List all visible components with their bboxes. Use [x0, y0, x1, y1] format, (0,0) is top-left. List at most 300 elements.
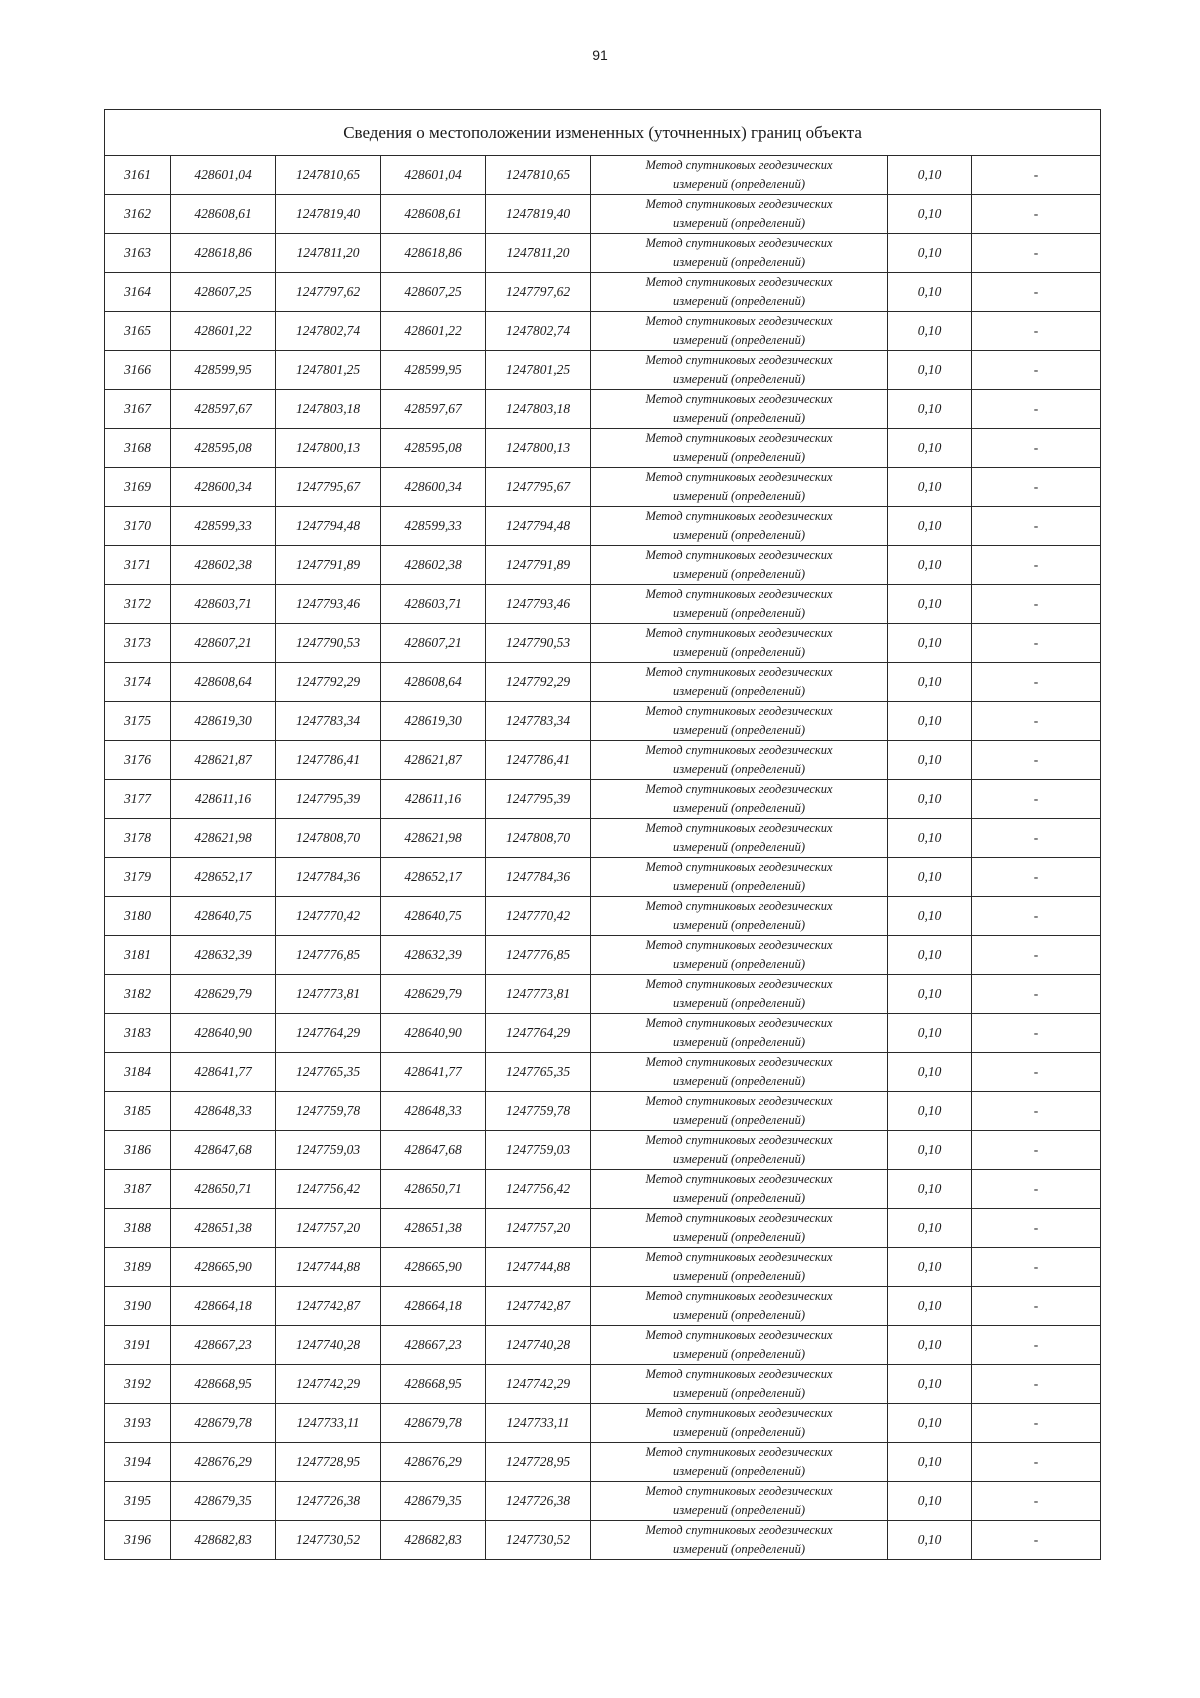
refined-x-cell: 428602,38 [381, 546, 486, 585]
existing-x-cell: 428629,79 [171, 975, 276, 1014]
table-row [105, 936, 1101, 975]
existing-x-cell: 428664,18 [171, 1287, 276, 1326]
refined-x-cell: 428632,39 [381, 936, 486, 975]
point-number-cell: 3194 [105, 1443, 171, 1482]
refined-y-cell: 1247756,42 [486, 1170, 591, 1209]
accuracy-cell: 0,10 [888, 1092, 972, 1131]
refined-x-cell: 428667,23 [381, 1326, 486, 1365]
refined-x-cell: 428665,90 [381, 1248, 486, 1287]
accuracy-cell: 0,10 [888, 1404, 972, 1443]
table-row [105, 1092, 1101, 1131]
existing-y-cell: 1247742,29 [276, 1365, 381, 1404]
accuracy-cell: 0,10 [888, 1326, 972, 1365]
refined-y-cell: 1247730,52 [486, 1521, 591, 1560]
existing-y-cell: 1247756,42 [276, 1170, 381, 1209]
accuracy-cell: 0,10 [888, 546, 972, 585]
method-line-2: измерений (определений) [672, 567, 805, 581]
table-row [105, 429, 1101, 468]
method-line-1: Метод спутниковых геодезических [645, 704, 833, 718]
point-number-cell: 3173 [105, 624, 171, 663]
existing-x-cell: 428608,61 [171, 195, 276, 234]
method-line-2: измерений (определений) [672, 1269, 805, 1283]
method-line-1: Метод спутниковых геодезических [645, 1289, 833, 1303]
method-cell [591, 1287, 888, 1326]
existing-x-cell: 428607,25 [171, 273, 276, 312]
note-cell: - [972, 1404, 1101, 1443]
method-line-1: Метод спутниковых геодезических [645, 899, 833, 913]
point-number-cell: 3175 [105, 702, 171, 741]
point-number-cell: 3193 [105, 1404, 171, 1443]
note-cell: - [972, 1443, 1101, 1482]
accuracy-cell: 0,10 [888, 663, 972, 702]
table-row [105, 897, 1101, 936]
table-row [105, 858, 1101, 897]
existing-x-cell: 428619,30 [171, 702, 276, 741]
existing-x-cell: 428595,08 [171, 429, 276, 468]
refined-x-cell: 428629,79 [381, 975, 486, 1014]
method-line-1: Метод спутниковых геодезических [645, 1055, 833, 1069]
existing-y-cell: 1247784,36 [276, 858, 381, 897]
point-number-cell: 3162 [105, 195, 171, 234]
method-cell [591, 546, 888, 585]
refined-x-cell: 428603,71 [381, 585, 486, 624]
refined-y-cell: 1247803,18 [486, 390, 591, 429]
existing-y-cell: 1247803,18 [276, 390, 381, 429]
method-line-1: Метод спутниковых геодезических [645, 314, 833, 328]
note-cell: - [972, 234, 1101, 273]
point-number-cell: 3181 [105, 936, 171, 975]
note-cell: - [972, 390, 1101, 429]
accuracy-cell: 0,10 [888, 975, 972, 1014]
refined-y-cell: 1247773,81 [486, 975, 591, 1014]
refined-y-cell: 1247792,29 [486, 663, 591, 702]
accuracy-cell: 0,10 [888, 585, 972, 624]
existing-y-cell: 1247786,41 [276, 741, 381, 780]
refined-y-cell: 1247759,78 [486, 1092, 591, 1131]
refined-y-cell: 1247759,03 [486, 1131, 591, 1170]
point-number-cell: 3167 [105, 390, 171, 429]
existing-x-cell: 428667,23 [171, 1326, 276, 1365]
point-number-cell: 3177 [105, 780, 171, 819]
existing-x-cell: 428597,67 [171, 390, 276, 429]
note-cell: - [972, 468, 1101, 507]
method-line-2: измерений (определений) [672, 762, 805, 776]
method-line-1: Метод спутниковых геодезических [645, 431, 833, 445]
note-cell: - [972, 585, 1101, 624]
existing-y-cell: 1247728,95 [276, 1443, 381, 1482]
method-cell [591, 234, 888, 273]
existing-x-cell: 428608,64 [171, 663, 276, 702]
existing-x-cell: 428599,95 [171, 351, 276, 390]
refined-y-cell: 1247797,62 [486, 273, 591, 312]
refined-y-cell: 1247801,25 [486, 351, 591, 390]
existing-x-cell: 428641,77 [171, 1053, 276, 1092]
method-line-1: Метод спутниковых геодезических [645, 743, 833, 757]
table-row [105, 468, 1101, 507]
refined-y-cell: 1247786,41 [486, 741, 591, 780]
method-cell [591, 1404, 888, 1443]
method-line-2: измерений (определений) [672, 1308, 805, 1322]
method-line-2: измерений (определений) [672, 1386, 805, 1400]
point-number-cell: 3190 [105, 1287, 171, 1326]
note-cell: - [972, 273, 1101, 312]
method-line-1: Метод спутниковых геодезических [645, 782, 833, 796]
refined-y-cell: 1247726,38 [486, 1482, 591, 1521]
method-line-2: измерений (определений) [672, 606, 805, 620]
note-cell: - [972, 195, 1101, 234]
existing-y-cell: 1247790,53 [276, 624, 381, 663]
existing-y-cell: 1247802,74 [276, 312, 381, 351]
table-row [105, 546, 1101, 585]
table-row [105, 312, 1101, 351]
table-row [105, 1521, 1101, 1560]
method-cell [591, 1170, 888, 1209]
point-number-cell: 3185 [105, 1092, 171, 1131]
existing-x-cell: 428601,04 [171, 156, 276, 195]
method-line-2: измерений (определений) [672, 1074, 805, 1088]
note-cell: - [972, 1365, 1101, 1404]
point-number-cell: 3183 [105, 1014, 171, 1053]
refined-x-cell: 428599,95 [381, 351, 486, 390]
note-cell: - [972, 1482, 1101, 1521]
point-number-cell: 3163 [105, 234, 171, 273]
method-cell [591, 1209, 888, 1248]
method-line-1: Метод спутниковых геодезических [645, 1133, 833, 1147]
method-line-2: измерений (определений) [672, 1503, 805, 1517]
method-cell [591, 429, 888, 468]
refined-y-cell: 1247776,85 [486, 936, 591, 975]
note-cell: - [972, 819, 1101, 858]
existing-x-cell: 428607,21 [171, 624, 276, 663]
refined-x-cell: 428679,35 [381, 1482, 486, 1521]
method-cell [591, 819, 888, 858]
existing-y-cell: 1247792,29 [276, 663, 381, 702]
method-line-2: измерений (определений) [672, 879, 805, 893]
method-cell [591, 1131, 888, 1170]
point-number-cell: 3176 [105, 741, 171, 780]
existing-y-cell: 1247795,67 [276, 468, 381, 507]
existing-x-cell: 428599,33 [171, 507, 276, 546]
existing-y-cell: 1247783,34 [276, 702, 381, 741]
existing-y-cell: 1247740,28 [276, 1326, 381, 1365]
existing-y-cell: 1247808,70 [276, 819, 381, 858]
table-caption: Сведения о местоположении измененных (уточненных) границ объекта [105, 110, 1101, 156]
refined-x-cell: 428607,25 [381, 273, 486, 312]
accuracy-cell: 0,10 [888, 273, 972, 312]
method-line-2: измерений (определений) [672, 1347, 805, 1361]
method-line-2: измерений (определений) [672, 294, 805, 308]
method-line-1: Метод спутниковых геодезических [645, 821, 833, 835]
note-cell: - [972, 1131, 1101, 1170]
table-row [105, 1131, 1101, 1170]
method-line-1: Метод спутниковых геодезических [645, 197, 833, 211]
existing-x-cell: 428676,29 [171, 1443, 276, 1482]
existing-x-cell: 428611,16 [171, 780, 276, 819]
point-number-cell: 3165 [105, 312, 171, 351]
existing-y-cell: 1247765,35 [276, 1053, 381, 1092]
table-body [105, 110, 1101, 1560]
table-row [105, 1482, 1101, 1521]
refined-y-cell: 1247794,48 [486, 507, 591, 546]
note-cell: - [972, 546, 1101, 585]
existing-x-cell: 428665,90 [171, 1248, 276, 1287]
accuracy-cell: 0,10 [888, 195, 972, 234]
method-line-2: измерений (определений) [672, 255, 805, 269]
method-cell [591, 1248, 888, 1287]
method-cell [591, 468, 888, 507]
refined-x-cell: 428640,75 [381, 897, 486, 936]
accuracy-cell: 0,10 [888, 741, 972, 780]
method-line-2: измерений (определений) [672, 723, 805, 737]
existing-x-cell: 428600,34 [171, 468, 276, 507]
refined-y-cell: 1247810,65 [486, 156, 591, 195]
method-cell [591, 702, 888, 741]
method-cell [591, 1092, 888, 1131]
method-line-1: Метод спутниковых геодезических [645, 158, 833, 172]
note-cell: - [972, 936, 1101, 975]
accuracy-cell: 0,10 [888, 1482, 972, 1521]
point-number-cell: 3186 [105, 1131, 171, 1170]
accuracy-cell: 0,10 [888, 819, 972, 858]
refined-y-cell: 1247819,40 [486, 195, 591, 234]
refined-y-cell: 1247783,34 [486, 702, 591, 741]
method-cell [591, 858, 888, 897]
method-line-2: измерений (определений) [672, 1191, 805, 1205]
refined-x-cell: 428608,64 [381, 663, 486, 702]
existing-x-cell: 428640,75 [171, 897, 276, 936]
method-cell [591, 1053, 888, 1092]
existing-y-cell: 1247757,20 [276, 1209, 381, 1248]
refined-y-cell: 1247733,11 [486, 1404, 591, 1443]
refined-y-cell: 1247784,36 [486, 858, 591, 897]
method-cell [591, 1521, 888, 1560]
point-number-cell: 3182 [105, 975, 171, 1014]
refined-x-cell: 428651,38 [381, 1209, 486, 1248]
method-line-1: Метод спутниковых геодезических [645, 275, 833, 289]
method-cell [591, 663, 888, 702]
existing-y-cell: 1247770,42 [276, 897, 381, 936]
method-line-2: измерений (определений) [672, 840, 805, 854]
accuracy-cell: 0,10 [888, 1248, 972, 1287]
refined-x-cell: 428650,71 [381, 1170, 486, 1209]
method-line-1: Метод спутниковых геодезических [645, 1445, 833, 1459]
note-cell: - [972, 624, 1101, 663]
method-cell [591, 780, 888, 819]
method-cell [591, 312, 888, 351]
method-line-2: измерений (определений) [672, 1542, 805, 1556]
point-number-cell: 3161 [105, 156, 171, 195]
accuracy-cell: 0,10 [888, 1209, 972, 1248]
method-line-1: Метод спутниковых геодезических [645, 626, 833, 640]
table-row [105, 1053, 1101, 1092]
method-line-1: Метод спутниковых геодезических [645, 1094, 833, 1108]
refined-x-cell: 428600,34 [381, 468, 486, 507]
method-line-1: Метод спутниковых геодезических [645, 665, 833, 679]
method-line-1: Метод спутниковых геодезических [645, 860, 833, 874]
accuracy-cell: 0,10 [888, 351, 972, 390]
existing-x-cell: 428682,83 [171, 1521, 276, 1560]
method-cell [591, 351, 888, 390]
method-line-1: Метод спутниковых геодезических [645, 509, 833, 523]
refined-y-cell: 1247744,88 [486, 1248, 591, 1287]
point-number-cell: 3187 [105, 1170, 171, 1209]
table-row [105, 507, 1101, 546]
existing-y-cell: 1247744,88 [276, 1248, 381, 1287]
table-row [105, 780, 1101, 819]
refined-x-cell: 428599,33 [381, 507, 486, 546]
accuracy-cell: 0,10 [888, 780, 972, 819]
method-line-2: измерений (определений) [672, 801, 805, 815]
refined-x-cell: 428652,17 [381, 858, 486, 897]
method-line-1: Метод спутниковых геодезических [645, 587, 833, 601]
method-line-1: Метод спутниковых геодезических [645, 1172, 833, 1186]
method-cell [591, 624, 888, 663]
refined-y-cell: 1247757,20 [486, 1209, 591, 1248]
note-cell: - [972, 1170, 1101, 1209]
note-cell: - [972, 1248, 1101, 1287]
refined-x-cell: 428648,33 [381, 1092, 486, 1131]
existing-x-cell: 428640,90 [171, 1014, 276, 1053]
refined-y-cell: 1247790,53 [486, 624, 591, 663]
table-row [105, 702, 1101, 741]
refined-y-cell: 1247811,20 [486, 234, 591, 273]
method-line-2: измерений (определений) [672, 645, 805, 659]
existing-y-cell: 1247795,39 [276, 780, 381, 819]
point-number-cell: 3195 [105, 1482, 171, 1521]
table-row [105, 1209, 1101, 1248]
refined-x-cell: 428682,83 [381, 1521, 486, 1560]
table-row [105, 1326, 1101, 1365]
method-line-1: Метод спутниковых геодезических [645, 470, 833, 484]
note-cell: - [972, 858, 1101, 897]
method-line-2: измерений (определений) [672, 450, 805, 464]
method-line-1: Метод спутниковых геодезических [645, 392, 833, 406]
method-line-1: Метод спутниковых геодезических [645, 977, 833, 991]
accuracy-cell: 0,10 [888, 312, 972, 351]
method-line-2: измерений (определений) [672, 372, 805, 386]
refined-x-cell: 428611,16 [381, 780, 486, 819]
refined-x-cell: 428640,90 [381, 1014, 486, 1053]
note-cell: - [972, 663, 1101, 702]
method-line-1: Метод спутниковых геодезических [645, 1484, 833, 1498]
note-cell: - [972, 780, 1101, 819]
table-row [105, 390, 1101, 429]
method-line-2: измерений (определений) [672, 1113, 805, 1127]
method-cell [591, 273, 888, 312]
method-line-2: измерений (определений) [672, 528, 805, 542]
table-row [105, 156, 1101, 195]
refined-x-cell: 428595,08 [381, 429, 486, 468]
existing-y-cell: 1247793,46 [276, 585, 381, 624]
refined-y-cell: 1247728,95 [486, 1443, 591, 1482]
refined-x-cell: 428679,78 [381, 1404, 486, 1443]
existing-y-cell: 1247791,89 [276, 546, 381, 585]
note-cell: - [972, 1326, 1101, 1365]
refined-y-cell: 1247808,70 [486, 819, 591, 858]
method-cell [591, 156, 888, 195]
table-row [105, 1014, 1101, 1053]
method-cell [591, 1014, 888, 1053]
table-row [105, 975, 1101, 1014]
table-row [105, 741, 1101, 780]
existing-y-cell: 1247810,65 [276, 156, 381, 195]
existing-x-cell: 428648,33 [171, 1092, 276, 1131]
method-cell [591, 1482, 888, 1521]
accuracy-cell: 0,10 [888, 468, 972, 507]
method-line-1: Метод спутниковых геодезических [645, 1328, 833, 1342]
point-number-cell: 3172 [105, 585, 171, 624]
method-line-1: Метод спутниковых геодезических [645, 1211, 833, 1225]
method-line-2: измерений (определений) [672, 684, 805, 698]
note-cell: - [972, 156, 1101, 195]
accuracy-cell: 0,10 [888, 234, 972, 273]
method-line-2: измерений (определений) [672, 216, 805, 230]
refined-x-cell: 428618,86 [381, 234, 486, 273]
accuracy-cell: 0,10 [888, 390, 972, 429]
existing-x-cell: 428621,87 [171, 741, 276, 780]
method-line-1: Метод спутниковых геодезических [645, 548, 833, 562]
accuracy-cell: 0,10 [888, 429, 972, 468]
accuracy-cell: 0,10 [888, 897, 972, 936]
refined-x-cell: 428621,87 [381, 741, 486, 780]
table-row [105, 1404, 1101, 1443]
accuracy-cell: 0,10 [888, 507, 972, 546]
method-line-2: измерений (определений) [672, 333, 805, 347]
note-cell: - [972, 1014, 1101, 1053]
note-cell: - [972, 351, 1101, 390]
table-row [105, 195, 1101, 234]
method-cell [591, 975, 888, 1014]
existing-x-cell: 428603,71 [171, 585, 276, 624]
method-line-2: измерений (определений) [672, 1152, 805, 1166]
accuracy-cell: 0,10 [888, 1443, 972, 1482]
existing-x-cell: 428679,78 [171, 1404, 276, 1443]
existing-y-cell: 1247730,52 [276, 1521, 381, 1560]
refined-x-cell: 428607,21 [381, 624, 486, 663]
existing-x-cell: 428652,17 [171, 858, 276, 897]
accuracy-cell: 0,10 [888, 1170, 972, 1209]
refined-x-cell: 428621,98 [381, 819, 486, 858]
refined-x-cell: 428647,68 [381, 1131, 486, 1170]
method-line-2: измерений (определений) [672, 411, 805, 425]
table-row [105, 663, 1101, 702]
point-number-cell: 3196 [105, 1521, 171, 1560]
refined-x-cell: 428668,95 [381, 1365, 486, 1404]
note-cell: - [972, 1287, 1101, 1326]
method-cell [591, 390, 888, 429]
refined-x-cell: 428641,77 [381, 1053, 486, 1092]
refined-y-cell: 1247764,29 [486, 1014, 591, 1053]
point-number-cell: 3171 [105, 546, 171, 585]
note-cell: - [972, 975, 1101, 1014]
refined-y-cell: 1247742,29 [486, 1365, 591, 1404]
method-cell [591, 1326, 888, 1365]
point-number-cell: 3189 [105, 1248, 171, 1287]
refined-x-cell: 428601,04 [381, 156, 486, 195]
existing-y-cell: 1247811,20 [276, 234, 381, 273]
method-cell [591, 1443, 888, 1482]
refined-y-cell: 1247800,13 [486, 429, 591, 468]
point-number-cell: 3192 [105, 1365, 171, 1404]
point-number-cell: 3188 [105, 1209, 171, 1248]
method-line-1: Метод спутниковых геодезических [645, 1367, 833, 1381]
method-cell [591, 936, 888, 975]
existing-y-cell: 1247794,48 [276, 507, 381, 546]
method-line-1: Метод спутниковых геодезических [645, 1016, 833, 1030]
existing-y-cell: 1247776,85 [276, 936, 381, 975]
note-cell: - [972, 312, 1101, 351]
table-caption-row [105, 110, 1101, 156]
